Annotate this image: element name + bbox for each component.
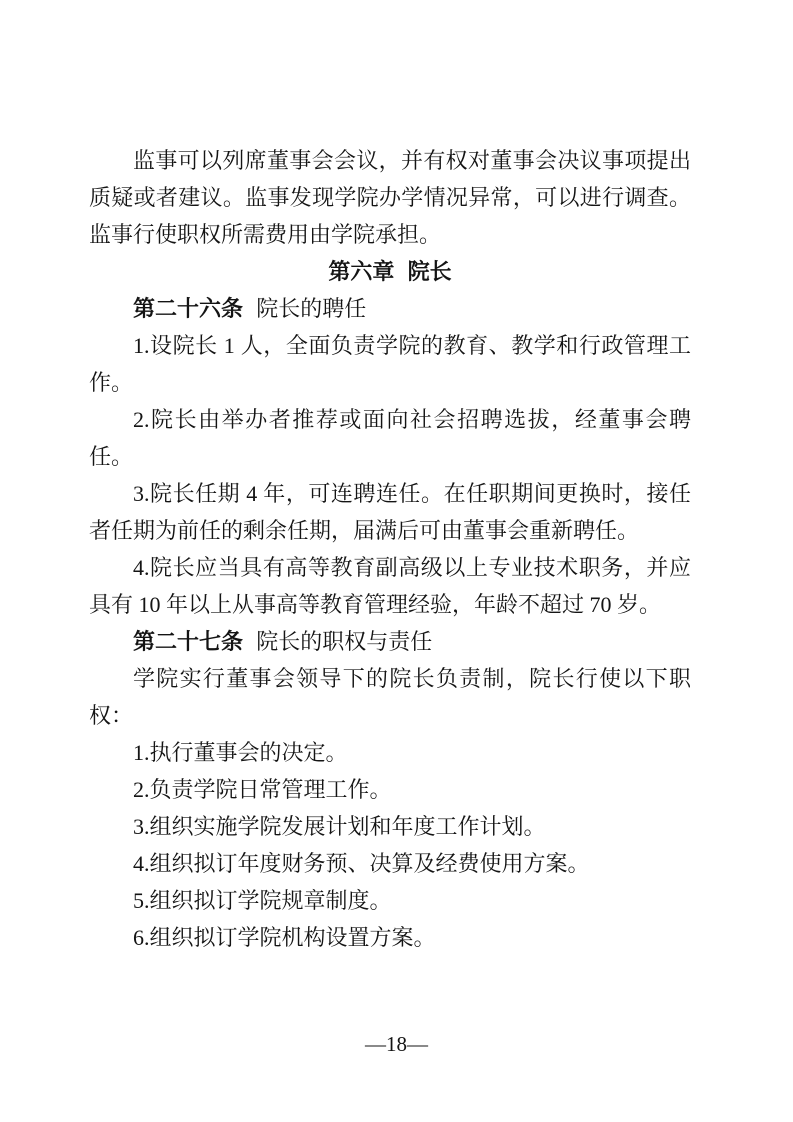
page-number: —18— <box>365 1032 428 1056</box>
article-27-label: 第二十七条 <box>133 629 244 654</box>
article-26-title: 院长的聘任 <box>256 296 367 321</box>
article-26-item: 2.院长由举办者推荐或面向社会招聘选拔，经董事会聘任。 <box>89 407 691 469</box>
article-27-item: 3.组织实施学院发展计划和年度工作计划。 <box>133 814 546 839</box>
article-27-item: 2.负责学院日常管理工作。 <box>133 777 392 802</box>
article-27-item: 4.组织拟订年度财务预、决算及经费使用方案。 <box>133 851 590 876</box>
article-26-item: 1.设院长 1 人，全面负责学院的教育、教学和行政管理工作。 <box>89 333 691 395</box>
chapter-title: 院长 <box>407 259 452 284</box>
article-27-title: 院长的职权与责任 <box>256 629 433 654</box>
supervisor-paragraph: 监事可以列席董事会会议，并有权对董事会决议事项提出质疑或者建议。监事发现学院办学情况异常，可以进行调查。监事行使职权所需费用由学院承担。 <box>89 148 691 247</box>
document-body <box>89 142 691 956</box>
article-27-intro: 学院实行董事会领导下的院长负责制，院长行使以下职权： <box>89 666 691 728</box>
article-27-heading <box>89 623 691 660</box>
article-27-item: 1.执行董事会的决定。 <box>133 740 348 765</box>
article-26-item: 3.院长任期 4 年，可连聘连任。在任职期间更换时，接任者任期为前任的剩余任期，届满后可由董事会重新聘任。 <box>89 481 691 543</box>
chapter-number: 第六章 <box>328 259 395 284</box>
chapter-heading <box>89 253 691 290</box>
article-27-item: 5.组织拟订学院规章制度。 <box>133 888 392 913</box>
article-26-item: 4.院长应当具有高等教育副高级以上专业技术职务，并应具有 10 年以上从事高等教育管理经验，年龄不超过 70 岁。 <box>89 555 691 617</box>
article-26-heading <box>89 290 691 327</box>
article-27-item: 6.组织拟订学院机构设置方案。 <box>133 925 436 950</box>
article-26-label: 第二十六条 <box>133 296 244 321</box>
